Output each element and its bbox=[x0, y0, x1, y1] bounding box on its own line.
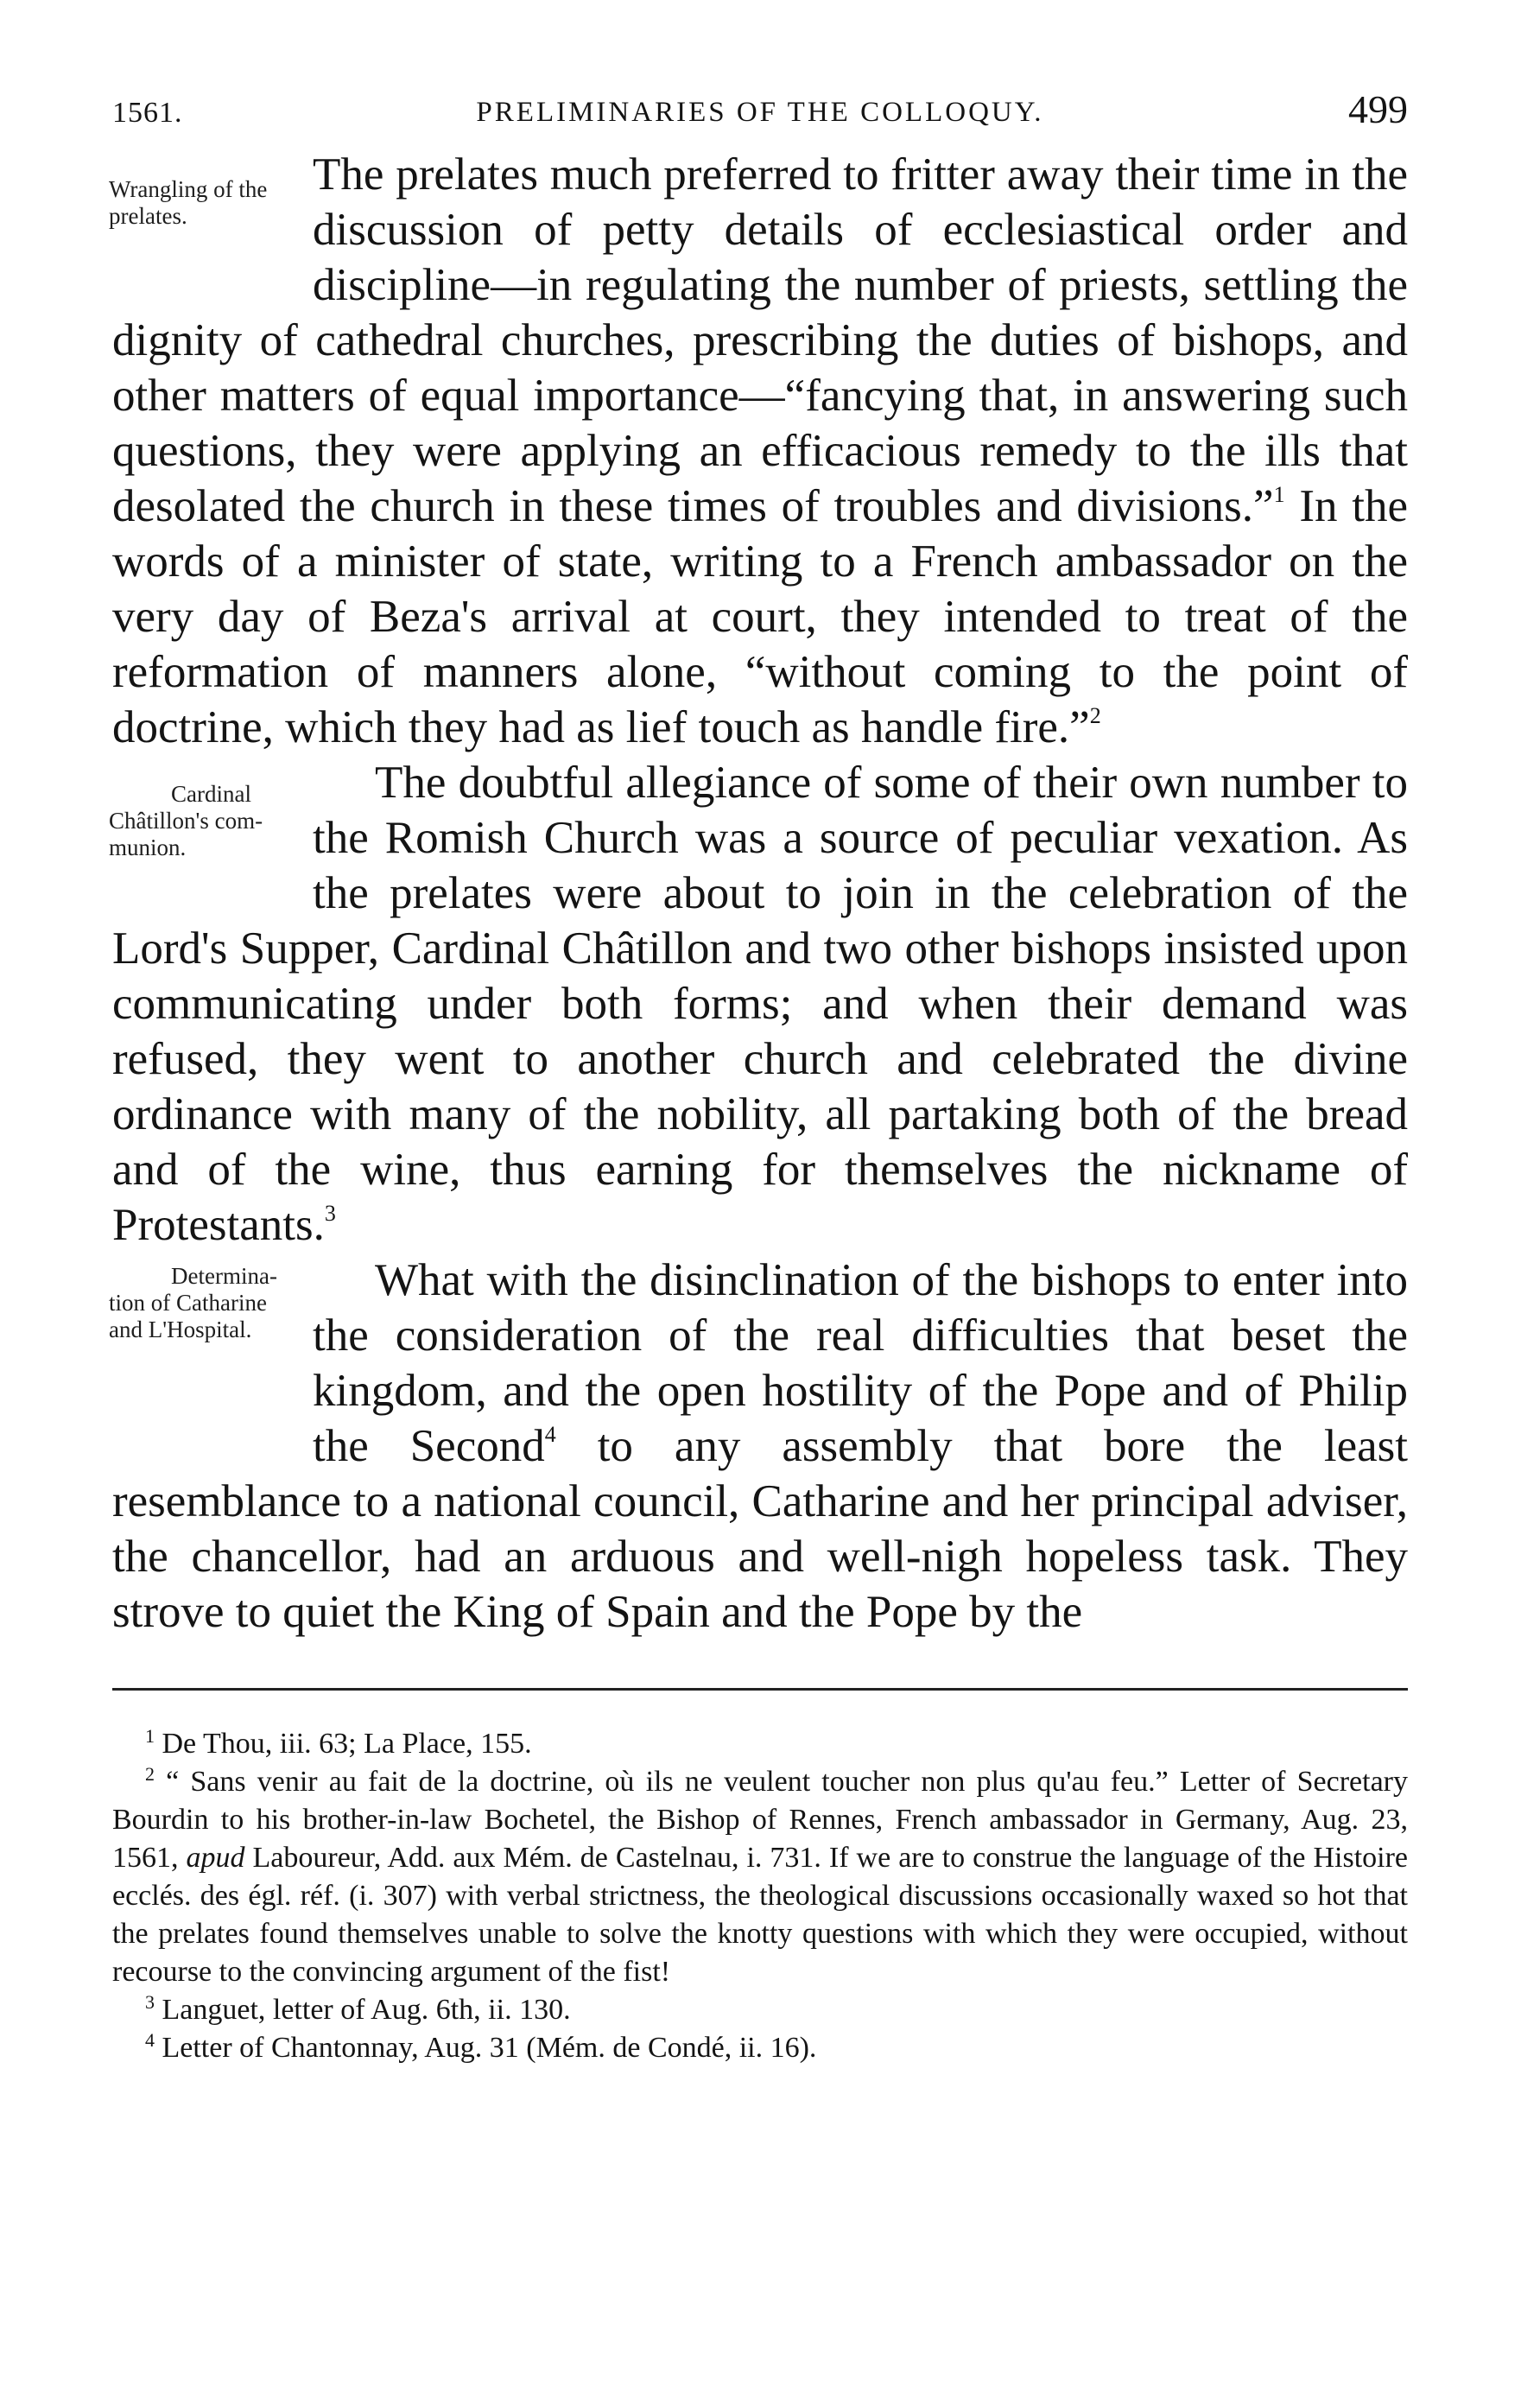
footnote-2 bbox=[112, 1763, 1408, 1991]
sidenote-chatillon: Cardinal Châtillon's communion. bbox=[109, 781, 263, 860]
footnote-4 bbox=[112, 2029, 1408, 2067]
header-year: 1561. bbox=[112, 97, 183, 129]
footnote-text: “ Sans venir au fait de la doctrine, où ils ne veulent toucher non plus qu'au feu.” Letter of Secretary Bourdin to his brother-in-law Bochetel, the Bishop of Rennes, French ambassador in Germany, Aug. 23, 1561, bbox=[112, 1766, 1409, 1874]
footnote-italic: apud bbox=[186, 1842, 245, 1874]
header-title: PRELIMINARIES OF THE COLLOQUY. bbox=[476, 97, 1044, 128]
footnote-mark: 3 bbox=[145, 1991, 155, 2013]
paragraph-chatillon bbox=[109, 755, 1408, 1253]
footnote-ref-1[interactable]: 1 bbox=[1273, 482, 1285, 507]
footnote-text: Languet, letter of Aug. 6th, ii. 130. bbox=[162, 1994, 571, 2026]
footnote-text: De Thou, iii. 63; La Place, 155. bbox=[162, 1728, 532, 1760]
footnote-text: Letter of Chantonnay, Aug. 31 (Mém. de Condé, ii. 16). bbox=[162, 2032, 817, 2064]
paragraph-prelates bbox=[109, 147, 1408, 755]
paragraph-determination bbox=[109, 1253, 1408, 1640]
footnote-mark: 2 bbox=[145, 1763, 155, 1785]
page-number: 499 bbox=[1348, 87, 1408, 131]
sidenote-determination: Determination of Catharine and L'Hospital. bbox=[109, 1263, 277, 1342]
footnote-mark: 1 bbox=[145, 1725, 155, 1747]
footnote-ref-4[interactable]: 4 bbox=[544, 1422, 556, 1447]
paragraph-text: The prelates much preferred to fritter away their time in the discussion of petty details of ecclesiastical order and discipline—in regulating the number of priests, settling the dignity of cathedral churches, prescribing the duties of bishops, and other matters of equal importance—“fancying that, in answering such questions, they were applying an efficacious remedy to the ills that desolated the church in these times of troubles and divisions.” bbox=[112, 149, 1408, 531]
footnote-ref-2[interactable]: 2 bbox=[1089, 703, 1101, 728]
footnote-ref-3[interactable]: 3 bbox=[324, 1201, 336, 1226]
paragraph-text: to any assembly that bore the least resemblance to a national council, Catharine and her principal adviser, the chancellor, had an arduous and well-nigh hopeless task. They strove to quiet the King of Spain and the Pope by the bbox=[112, 1421, 1408, 1637]
book-page bbox=[109, 78, 1409, 2067]
footnote-mark: 4 bbox=[145, 2029, 155, 2051]
footnote-divider bbox=[112, 1688, 1408, 1691]
paragraph-text: In the words of a minister of state, writing to a French ambassador on the very day of Beza's arrival at court, they intended to treat of the reformation of manners alone, “without coming to the point of doctrine, which they had as lief touch as handle fire.” bbox=[112, 481, 1408, 752]
footnote-3 bbox=[112, 1991, 1408, 2029]
running-header bbox=[112, 78, 1408, 147]
footnote-text: Laboureur, Add. aux Mém. de Castelnau, i. 731. If we are to construe the language of the Histoire ecclés. des égl. réf. (i. 307) with verbal strictness, the theological discussions occasionally waxed so hot that the prelates found themselves unable to solve the knotty questions with which they were occupied, without recourse to the convincing argument of the fist! bbox=[112, 1842, 1409, 1988]
paragraph-text: What with the disinclination of the bishops to enter into the consideration of the real difficulties that beset the kingdom, and the open hostility of the Pope and of Philip the Second bbox=[313, 1255, 1408, 1471]
footnote-1 bbox=[112, 1725, 1408, 1763]
sidenote-wrangling: Wrangling of the prelates. bbox=[109, 176, 268, 229]
main-text bbox=[109, 147, 1409, 2067]
paragraph-text: The doubtful allegiance of some of their own number to the Romish Church was a source of peculiar vexation. As the prelates were about to join in the celebration of the Lord's Supper, Cardinal Châtillon and two other bishops insisted upon communicating under both forms; and when their demand was refused, they went to another church and celebrated the divine ordinance with many of the nobility, all partaking both of the bread and of the wine, thus earning for themselves the nickname of Protestants. bbox=[112, 758, 1408, 1250]
footnotes bbox=[112, 1725, 1408, 2067]
